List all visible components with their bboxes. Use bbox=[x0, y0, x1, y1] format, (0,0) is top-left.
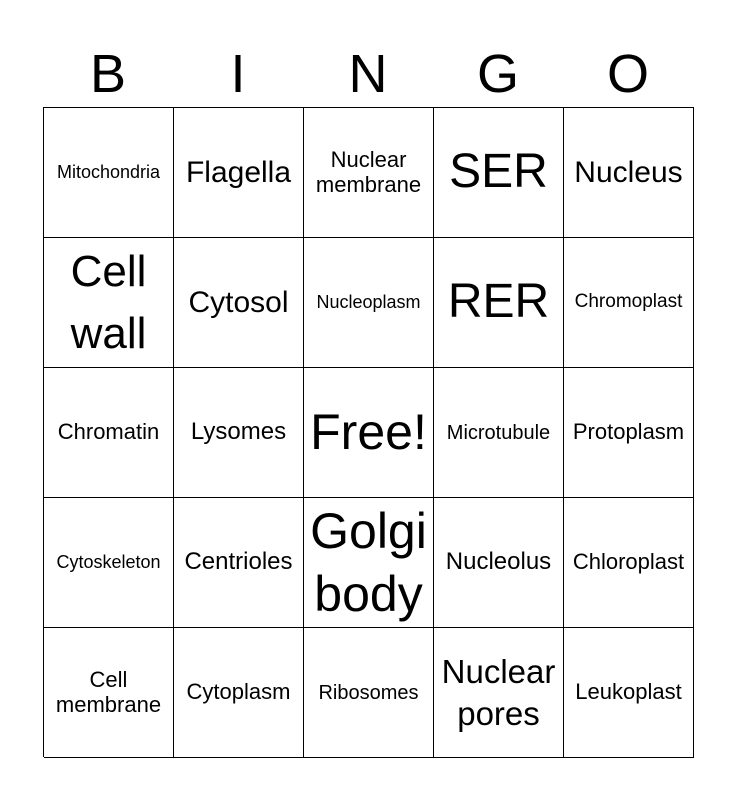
header-letter-b: B bbox=[89, 44, 127, 104]
header-letter-o: O bbox=[606, 44, 649, 104]
bingo-cell[interactable]: Cell membrane bbox=[44, 628, 174, 758]
header-letter-g: G bbox=[476, 44, 519, 104]
bingo-header bbox=[43, 40, 693, 108]
bingo-cell[interactable]: Flagella bbox=[174, 108, 304, 238]
bingo-cell[interactable]: Chromatin bbox=[44, 368, 174, 498]
bingo-cell[interactable]: Nuclear membrane bbox=[304, 108, 434, 238]
bingo-cell[interactable]: SER bbox=[434, 108, 564, 238]
bingo-cell[interactable]: Nucleolus bbox=[434, 498, 564, 628]
bingo-cell[interactable]: Nucleus bbox=[564, 108, 694, 238]
bingo-cell[interactable]: Cytoskeleton bbox=[44, 498, 174, 628]
header-letter-i: I bbox=[230, 44, 246, 104]
bingo-cell[interactable]: Lysomes bbox=[174, 368, 304, 498]
bingo-cell[interactable]: Cell wall bbox=[44, 238, 174, 368]
bingo-cell[interactable]: Chloroplast bbox=[564, 498, 694, 628]
bingo-cell[interactable]: Chromoplast bbox=[564, 238, 694, 368]
bingo-board bbox=[43, 107, 694, 757]
free-space-cell[interactable]: Free! bbox=[304, 368, 434, 498]
bingo-cell[interactable]: Nucleoplasm bbox=[304, 238, 434, 368]
bingo-cell[interactable]: Cytosol bbox=[174, 238, 304, 368]
bingo-cell[interactable]: Golgi body bbox=[304, 498, 434, 628]
bingo-cell[interactable]: Microtubule bbox=[434, 368, 564, 498]
bingo-cell[interactable]: Protoplasm bbox=[564, 368, 694, 498]
bingo-cell[interactable]: Cytoplasm bbox=[174, 628, 304, 758]
bingo-cell[interactable]: RER bbox=[434, 238, 564, 368]
bingo-cell[interactable]: Mitochondria bbox=[44, 108, 174, 238]
bingo-cell[interactable]: Nuclear pores bbox=[434, 628, 564, 758]
bingo-cell[interactable]: Centrioles bbox=[174, 498, 304, 628]
bingo-cell[interactable]: Leukoplast bbox=[564, 628, 694, 758]
bingo-cell[interactable]: Ribosomes bbox=[304, 628, 434, 758]
header-letter-n: N bbox=[348, 44, 388, 104]
